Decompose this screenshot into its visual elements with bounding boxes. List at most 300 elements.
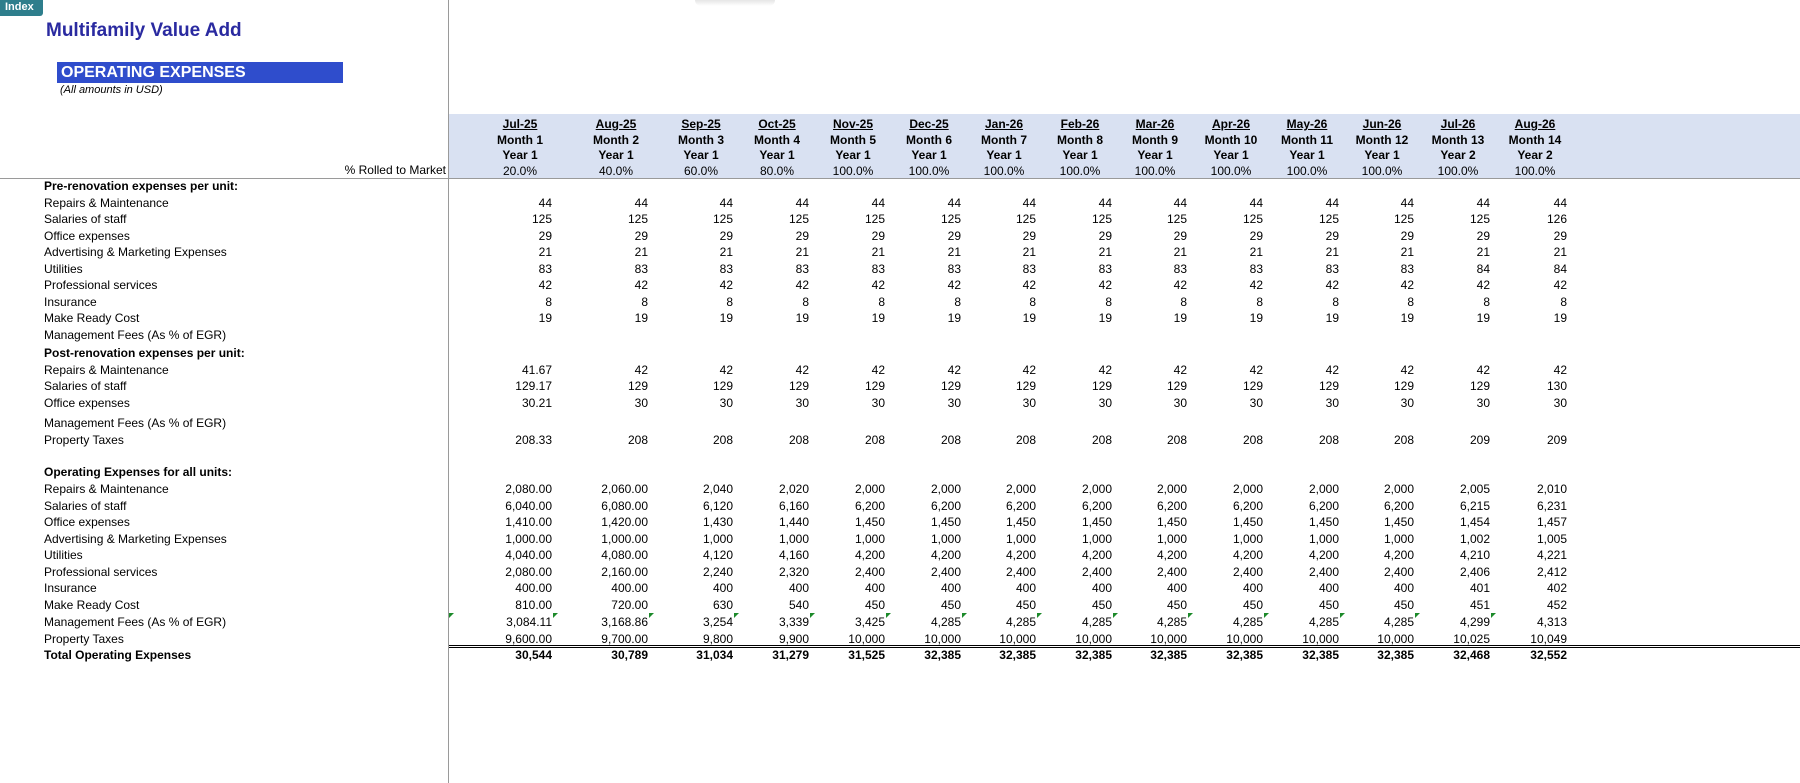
table-cell[interactable]: 6,231 xyxy=(1536,499,1567,513)
table-cell[interactable]: 84 xyxy=(1553,262,1567,276)
table-cell[interactable]: 208 xyxy=(1242,433,1263,447)
table-cell[interactable]: 21 xyxy=(1553,245,1567,259)
table-cell[interactable]: 4,221 xyxy=(1536,548,1567,562)
table-cell[interactable]: 10,000 xyxy=(1150,632,1187,646)
table-cell[interactable]: 1,000.00 xyxy=(505,532,552,546)
table-cell[interactable]: 1,457 xyxy=(1536,515,1567,529)
table-cell[interactable]: 31,279 xyxy=(772,648,809,662)
table-cell[interactable]: 125 xyxy=(1318,212,1339,226)
table-cell[interactable]: 8 xyxy=(802,295,809,309)
table-cell[interactable]: 29 xyxy=(1553,229,1567,243)
table-cell[interactable]: 4,285 xyxy=(1232,615,1263,629)
table-cell[interactable]: 1,440 xyxy=(778,515,809,529)
table-cell[interactable]: 125 xyxy=(1166,212,1187,226)
table-cell[interactable]: 10,000 xyxy=(999,632,1036,646)
table-cell[interactable]: 32,552 xyxy=(1530,648,1567,662)
table-cell[interactable]: 19 xyxy=(947,311,961,325)
table-cell[interactable]: 208 xyxy=(712,433,733,447)
table-cell[interactable]: 1,000 xyxy=(702,532,733,546)
table-cell[interactable]: 2,160.00 xyxy=(601,565,648,579)
table-cell[interactable]: 83 xyxy=(795,262,809,276)
table-cell[interactable]: 125 xyxy=(1242,212,1263,226)
table-cell[interactable]: 19 xyxy=(1400,311,1414,325)
table-cell[interactable]: 208 xyxy=(627,433,648,447)
table-cell[interactable]: 42 xyxy=(634,363,648,377)
table-cell[interactable]: 2,000 xyxy=(854,482,885,496)
table-cell[interactable]: 44 xyxy=(1022,196,1036,210)
table-cell[interactable]: 29 xyxy=(1400,229,1414,243)
table-cell[interactable]: 125 xyxy=(1091,212,1112,226)
table-cell[interactable]: 1,450 xyxy=(1081,515,1112,529)
table-cell[interactable]: 2,080.00 xyxy=(505,482,552,496)
table-cell[interactable]: 42 xyxy=(1249,278,1263,292)
table-cell[interactable]: 21 xyxy=(1249,245,1263,259)
table-cell[interactable]: 19 xyxy=(1476,311,1490,325)
table-cell[interactable]: 10,025 xyxy=(1453,632,1490,646)
table-cell[interactable]: 42 xyxy=(1098,363,1112,377)
table-cell[interactable]: 21 xyxy=(1325,245,1339,259)
table-cell[interactable]: 32,468 xyxy=(1453,648,1490,662)
table-cell[interactable]: 6,200 xyxy=(1005,499,1036,513)
table-cell[interactable]: 1,450 xyxy=(930,515,961,529)
table-cell[interactable]: 10,000 xyxy=(1226,632,1263,646)
table-cell[interactable]: 4,200 xyxy=(1383,548,1414,562)
table-cell[interactable]: 125 xyxy=(1393,212,1414,226)
table-cell[interactable]: 3,425 xyxy=(854,615,885,629)
table-cell[interactable]: 83 xyxy=(719,262,733,276)
table-cell[interactable]: 209 xyxy=(1546,433,1567,447)
table-cell[interactable]: 44 xyxy=(1249,196,1263,210)
table-cell[interactable]: 2,400 xyxy=(930,565,961,579)
table-cell[interactable]: 2,005 xyxy=(1459,482,1490,496)
table-cell[interactable]: 21 xyxy=(1022,245,1036,259)
table-cell[interactable]: 42 xyxy=(634,278,648,292)
table-cell[interactable]: 83 xyxy=(634,262,648,276)
table-cell[interactable]: 9,900 xyxy=(778,632,809,646)
table-cell[interactable]: 129 xyxy=(627,379,648,393)
table-cell[interactable]: 2,020 xyxy=(778,482,809,496)
table-cell[interactable]: 19 xyxy=(871,311,885,325)
table-cell[interactable]: 83 xyxy=(1249,262,1263,276)
table-cell[interactable]: 400 xyxy=(1166,581,1187,595)
table-cell[interactable]: 42 xyxy=(1173,278,1187,292)
table-cell[interactable]: 29 xyxy=(1249,229,1263,243)
table-cell[interactable]: 125 xyxy=(788,212,809,226)
table-cell[interactable]: 9,700.00 xyxy=(601,632,648,646)
table-cell[interactable]: 42 xyxy=(1325,363,1339,377)
table-cell[interactable]: 450 xyxy=(1318,598,1339,612)
table-cell[interactable]: 29 xyxy=(947,229,961,243)
table-cell[interactable]: 42 xyxy=(1400,278,1414,292)
table-cell[interactable]: 129 xyxy=(1469,379,1490,393)
table-cell[interactable]: 30 xyxy=(1098,396,1112,410)
table-cell[interactable]: 129 xyxy=(1091,379,1112,393)
table-cell[interactable]: 30 xyxy=(947,396,961,410)
table-cell[interactable]: 44 xyxy=(1400,196,1414,210)
table-cell[interactable]: 19 xyxy=(719,311,733,325)
table-cell[interactable]: 2,400 xyxy=(1308,565,1339,579)
table-cell[interactable]: 30 xyxy=(1325,396,1339,410)
table-cell[interactable]: 44 xyxy=(538,196,552,210)
table-cell[interactable]: 400 xyxy=(1318,581,1339,595)
table-cell[interactable]: 209 xyxy=(1469,433,1490,447)
table-cell[interactable]: 400.00 xyxy=(611,581,648,595)
table-cell[interactable]: 4,200 xyxy=(1156,548,1187,562)
table-cell[interactable]: 208 xyxy=(1318,433,1339,447)
table-cell[interactable]: 32,385 xyxy=(1302,648,1339,662)
table-cell[interactable]: 21 xyxy=(871,245,885,259)
table-cell[interactable]: 2,400 xyxy=(1383,565,1414,579)
table-cell[interactable]: 8 xyxy=(726,295,733,309)
table-cell[interactable]: 32,385 xyxy=(1377,648,1414,662)
table-cell[interactable]: 42 xyxy=(1249,363,1263,377)
table-cell[interactable]: 452 xyxy=(1546,598,1567,612)
table-cell[interactable]: 8 xyxy=(1560,295,1567,309)
table-cell[interactable]: 8 xyxy=(1105,295,1112,309)
table-cell[interactable]: 42 xyxy=(947,363,961,377)
table-cell[interactable]: 8 xyxy=(878,295,885,309)
table-cell[interactable]: 29 xyxy=(871,229,885,243)
table-cell[interactable]: 42 xyxy=(795,278,809,292)
table-cell[interactable]: 402 xyxy=(1546,581,1567,595)
table-cell[interactable]: 208 xyxy=(1091,433,1112,447)
table-cell[interactable]: 4,200 xyxy=(854,548,885,562)
table-cell[interactable]: 42 xyxy=(795,363,809,377)
table-cell[interactable]: 8 xyxy=(641,295,648,309)
table-cell[interactable]: 400 xyxy=(1242,581,1263,595)
table-cell[interactable]: 29 xyxy=(1476,229,1490,243)
table-cell[interactable]: 1,450 xyxy=(1383,515,1414,529)
table-cell[interactable]: 21 xyxy=(1400,245,1414,259)
table-cell[interactable]: 125 xyxy=(864,212,885,226)
table-cell[interactable]: 2,000 xyxy=(1232,482,1263,496)
table-cell[interactable]: 2,400 xyxy=(1156,565,1187,579)
table-cell[interactable]: 21 xyxy=(947,245,961,259)
table-cell[interactable]: 44 xyxy=(634,196,648,210)
table-cell[interactable]: 810.00 xyxy=(515,598,552,612)
table-cell[interactable]: 6,200 xyxy=(930,499,961,513)
table-cell[interactable]: 1,450 xyxy=(1005,515,1036,529)
table-cell[interactable]: 208 xyxy=(864,433,885,447)
table-cell[interactable]: 30 xyxy=(1400,396,1414,410)
table-cell[interactable]: 1,000 xyxy=(854,532,885,546)
table-cell[interactable]: 42 xyxy=(947,278,961,292)
table-cell[interactable]: 32,385 xyxy=(999,648,1036,662)
table-cell[interactable]: 30 xyxy=(1553,396,1567,410)
table-cell[interactable]: 125 xyxy=(531,212,552,226)
table-cell[interactable]: 42 xyxy=(1098,278,1112,292)
table-cell[interactable]: 1,000 xyxy=(1005,532,1036,546)
table-cell[interactable]: 30.21 xyxy=(521,396,552,410)
table-cell[interactable]: 29 xyxy=(538,229,552,243)
table-cell[interactable]: 1,000 xyxy=(1081,532,1112,546)
table-cell[interactable]: 1,000 xyxy=(1156,532,1187,546)
table-cell[interactable]: 2,010 xyxy=(1536,482,1567,496)
table-cell[interactable]: 1,450 xyxy=(1232,515,1263,529)
table-cell[interactable]: 2,400 xyxy=(1005,565,1036,579)
table-cell[interactable]: 450 xyxy=(1091,598,1112,612)
table-cell[interactable]: 129 xyxy=(712,379,733,393)
table-cell[interactable]: 42 xyxy=(1400,363,1414,377)
table-cell[interactable]: 129 xyxy=(864,379,885,393)
table-cell[interactable]: 3,254 xyxy=(702,615,733,629)
table-cell[interactable]: 2,000 xyxy=(1005,482,1036,496)
table-cell[interactable]: 4,200 xyxy=(1081,548,1112,562)
table-cell[interactable]: 30 xyxy=(634,396,648,410)
table-cell[interactable]: 1,000 xyxy=(1383,532,1414,546)
table-cell[interactable]: 2,406 xyxy=(1459,565,1490,579)
table-cell[interactable]: 29 xyxy=(1173,229,1187,243)
table-cell[interactable]: 2,400 xyxy=(1081,565,1112,579)
table-cell[interactable]: 401 xyxy=(1469,581,1490,595)
table-cell[interactable]: 42 xyxy=(1476,363,1490,377)
table-cell[interactable]: 3,168.86 xyxy=(601,615,648,629)
table-cell[interactable]: 125 xyxy=(712,212,733,226)
table-cell[interactable]: 6,200 xyxy=(1156,499,1187,513)
table-cell[interactable]: 4,200 xyxy=(1308,548,1339,562)
table-cell[interactable]: 129.17 xyxy=(515,379,552,393)
table-cell[interactable]: 30 xyxy=(1173,396,1187,410)
table-cell[interactable]: 3,339 xyxy=(778,615,809,629)
table-cell[interactable]: 42 xyxy=(719,363,733,377)
table-cell[interactable]: 83 xyxy=(1098,262,1112,276)
table-cell[interactable]: 6,080.00 xyxy=(601,499,648,513)
table-cell[interactable]: 2,400 xyxy=(1232,565,1263,579)
table-cell[interactable]: 8 xyxy=(1483,295,1490,309)
table-cell[interactable]: 32,385 xyxy=(1150,648,1187,662)
table-cell[interactable]: 400 xyxy=(864,581,885,595)
table-cell[interactable]: 450 xyxy=(1393,598,1414,612)
table-cell[interactable]: 4,210 xyxy=(1459,548,1490,562)
table-cell[interactable]: 8 xyxy=(1256,295,1263,309)
table-cell[interactable]: 83 xyxy=(538,262,552,276)
table-cell[interactable]: 10,000 xyxy=(848,632,885,646)
table-cell[interactable]: 450 xyxy=(940,598,961,612)
table-cell[interactable]: 450 xyxy=(1166,598,1187,612)
table-cell[interactable]: 720.00 xyxy=(611,598,648,612)
table-cell[interactable]: 32,385 xyxy=(924,648,961,662)
table-cell[interactable]: 44 xyxy=(1553,196,1567,210)
table-cell[interactable]: 4,313 xyxy=(1536,615,1567,629)
table-cell[interactable]: 6,200 xyxy=(854,499,885,513)
table-cell[interactable]: 4,200 xyxy=(930,548,961,562)
table-cell[interactable]: 9,600.00 xyxy=(505,632,552,646)
table-cell[interactable]: 83 xyxy=(1400,262,1414,276)
table-cell[interactable]: 129 xyxy=(1166,379,1187,393)
table-cell[interactable]: 4,299 xyxy=(1459,615,1490,629)
table-cell[interactable]: 400 xyxy=(712,581,733,595)
table-cell[interactable]: 41.67 xyxy=(521,363,552,377)
table-cell[interactable]: 540 xyxy=(788,598,809,612)
table-cell[interactable]: 10,049 xyxy=(1530,632,1567,646)
table-cell[interactable]: 208.33 xyxy=(515,433,552,447)
table-cell[interactable]: 451 xyxy=(1469,598,1490,612)
table-cell[interactable]: 8 xyxy=(1180,295,1187,309)
table-cell[interactable]: 83 xyxy=(1173,262,1187,276)
table-cell[interactable]: 1,450 xyxy=(1308,515,1339,529)
table-cell[interactable]: 19 xyxy=(795,311,809,325)
table-cell[interactable]: 4,285 xyxy=(1383,615,1414,629)
table-cell[interactable]: 30 xyxy=(1022,396,1036,410)
table-cell[interactable]: 21 xyxy=(795,245,809,259)
table-cell[interactable]: 2,000 xyxy=(1383,482,1414,496)
table-cell[interactable]: 30 xyxy=(795,396,809,410)
table-cell[interactable]: 6,040.00 xyxy=(505,499,552,513)
table-cell[interactable]: 10,000 xyxy=(1302,632,1339,646)
table-cell[interactable]: 42 xyxy=(1173,363,1187,377)
table-cell[interactable]: 130 xyxy=(1546,379,1567,393)
table-cell[interactable]: 19 xyxy=(1325,311,1339,325)
table-cell[interactable]: 4,285 xyxy=(1081,615,1112,629)
table-cell[interactable]: 19 xyxy=(1249,311,1263,325)
table-cell[interactable]: 1,000.00 xyxy=(601,532,648,546)
table-cell[interactable]: 6,200 xyxy=(1081,499,1112,513)
table-cell[interactable]: 19 xyxy=(1098,311,1112,325)
table-cell[interactable]: 2,060.00 xyxy=(601,482,648,496)
table-cell[interactable]: 42 xyxy=(871,278,885,292)
table-cell[interactable]: 4,200 xyxy=(1232,548,1263,562)
table-cell[interactable]: 44 xyxy=(1098,196,1112,210)
table-cell[interactable]: 1,000 xyxy=(930,532,961,546)
table-cell[interactable]: 30 xyxy=(1249,396,1263,410)
table-cell[interactable]: 42 xyxy=(719,278,733,292)
table-cell[interactable]: 19 xyxy=(1553,311,1567,325)
table-cell[interactable]: 2,040 xyxy=(702,482,733,496)
table-cell[interactable]: 129 xyxy=(1015,379,1036,393)
table-cell[interactable]: 125 xyxy=(627,212,648,226)
table-cell[interactable]: 4,160 xyxy=(778,548,809,562)
table-cell[interactable]: 21 xyxy=(1173,245,1187,259)
table-cell[interactable]: 125 xyxy=(1469,212,1490,226)
table-cell[interactable]: 42 xyxy=(1476,278,1490,292)
table-cell[interactable]: 1,005 xyxy=(1536,532,1567,546)
table-cell[interactable]: 129 xyxy=(1242,379,1263,393)
table-cell[interactable]: 42 xyxy=(1553,363,1567,377)
table-cell[interactable]: 400 xyxy=(1091,581,1112,595)
table-cell[interactable]: 21 xyxy=(538,245,552,259)
table-cell[interactable]: 30,544 xyxy=(515,648,552,662)
table-cell[interactable]: 21 xyxy=(634,245,648,259)
table-cell[interactable]: 4,040.00 xyxy=(505,548,552,562)
table-cell[interactable]: 1,430 xyxy=(702,515,733,529)
table-cell[interactable]: 2,080.00 xyxy=(505,565,552,579)
table-cell[interactable]: 4,200 xyxy=(1005,548,1036,562)
table-cell[interactable]: 8 xyxy=(1332,295,1339,309)
table-cell[interactable]: 19 xyxy=(538,311,552,325)
table-cell[interactable]: 4,285 xyxy=(1005,615,1036,629)
table-cell[interactable]: 129 xyxy=(1318,379,1339,393)
table-cell[interactable]: 630 xyxy=(712,598,733,612)
table-cell[interactable]: 83 xyxy=(947,262,961,276)
table-cell[interactable]: 30 xyxy=(719,396,733,410)
table-cell[interactable]: 450 xyxy=(1015,598,1036,612)
table-cell[interactable]: 450 xyxy=(864,598,885,612)
table-cell[interactable]: 42 xyxy=(1553,278,1567,292)
table-cell[interactable]: 42 xyxy=(1022,363,1036,377)
table-cell[interactable]: 129 xyxy=(788,379,809,393)
index-tab[interactable]: Index xyxy=(0,0,43,16)
table-cell[interactable]: 84 xyxy=(1476,262,1490,276)
table-cell[interactable]: 6,160 xyxy=(778,499,809,513)
table-cell[interactable]: 6,200 xyxy=(1383,499,1414,513)
table-cell[interactable]: 8 xyxy=(1407,295,1414,309)
table-cell[interactable]: 19 xyxy=(1022,311,1036,325)
table-cell[interactable]: 208 xyxy=(1015,433,1036,447)
table-cell[interactable]: 9,800 xyxy=(702,632,733,646)
table-cell[interactable]: 42 xyxy=(871,363,885,377)
table-cell[interactable]: 19 xyxy=(1173,311,1187,325)
table-cell[interactable]: 4,285 xyxy=(1156,615,1187,629)
table-cell[interactable]: 83 xyxy=(1325,262,1339,276)
table-cell[interactable]: 208 xyxy=(1393,433,1414,447)
table-cell[interactable]: 1,450 xyxy=(1156,515,1187,529)
table-cell[interactable]: 4,080.00 xyxy=(601,548,648,562)
table-cell[interactable]: 125 xyxy=(1015,212,1036,226)
table-cell[interactable]: 44 xyxy=(1476,196,1490,210)
table-cell[interactable]: 44 xyxy=(1325,196,1339,210)
table-cell[interactable]: 4,285 xyxy=(930,615,961,629)
table-cell[interactable]: 42 xyxy=(538,278,552,292)
table-cell[interactable]: 30 xyxy=(871,396,885,410)
table-cell[interactable]: 125 xyxy=(940,212,961,226)
table-cell[interactable]: 400.00 xyxy=(515,581,552,595)
table-cell[interactable]: 83 xyxy=(1022,262,1036,276)
table-cell[interactable]: 126 xyxy=(1546,212,1567,226)
table-cell[interactable]: 4,120 xyxy=(702,548,733,562)
table-cell[interactable]: 1,454 xyxy=(1459,515,1490,529)
table-cell[interactable]: 29 xyxy=(795,229,809,243)
table-cell[interactable]: 2,000 xyxy=(1308,482,1339,496)
table-cell[interactable]: 4,285 xyxy=(1308,615,1339,629)
table-cell[interactable]: 2,412 xyxy=(1536,565,1567,579)
table-cell[interactable]: 1,450 xyxy=(854,515,885,529)
table-cell[interactable]: 44 xyxy=(871,196,885,210)
table-cell[interactable]: 44 xyxy=(1173,196,1187,210)
table-cell[interactable]: 2,320 xyxy=(778,565,809,579)
table-cell[interactable]: 208 xyxy=(940,433,961,447)
table-cell[interactable]: 44 xyxy=(795,196,809,210)
table-cell[interactable]: 1,000 xyxy=(778,532,809,546)
table-cell[interactable]: 30 xyxy=(1476,396,1490,410)
table-cell[interactable]: 2,000 xyxy=(930,482,961,496)
table-cell[interactable]: 208 xyxy=(1166,433,1187,447)
table-cell[interactable]: 400 xyxy=(1015,581,1036,595)
table-cell[interactable]: 21 xyxy=(1098,245,1112,259)
table-cell[interactable]: 129 xyxy=(1393,379,1414,393)
table-cell[interactable]: 32,385 xyxy=(1075,648,1112,662)
table-cell[interactable]: 1,410.00 xyxy=(505,515,552,529)
table-cell[interactable]: 31,034 xyxy=(696,648,733,662)
table-cell[interactable]: 1,420.00 xyxy=(601,515,648,529)
table-cell[interactable]: 30,789 xyxy=(611,648,648,662)
table-cell[interactable]: 32,385 xyxy=(1226,648,1263,662)
table-cell[interactable]: 29 xyxy=(719,229,733,243)
table-cell[interactable]: 2,400 xyxy=(854,565,885,579)
table-cell[interactable]: 21 xyxy=(719,245,733,259)
table-cell[interactable]: 8 xyxy=(545,295,552,309)
table-cell[interactable]: 83 xyxy=(871,262,885,276)
table-cell[interactable]: 1,000 xyxy=(1308,532,1339,546)
table-cell[interactable]: 10,000 xyxy=(1377,632,1414,646)
table-cell[interactable]: 8 xyxy=(1029,295,1036,309)
table-cell[interactable]: 3,084.11 xyxy=(506,615,552,629)
table-cell[interactable]: 8 xyxy=(954,295,961,309)
table-cell[interactable]: 6,215 xyxy=(1459,499,1490,513)
table-cell[interactable]: 400 xyxy=(788,581,809,595)
table-cell[interactable]: 400 xyxy=(1393,581,1414,595)
table-cell[interactable]: 29 xyxy=(1098,229,1112,243)
table-cell[interactable]: 2,000 xyxy=(1156,482,1187,496)
